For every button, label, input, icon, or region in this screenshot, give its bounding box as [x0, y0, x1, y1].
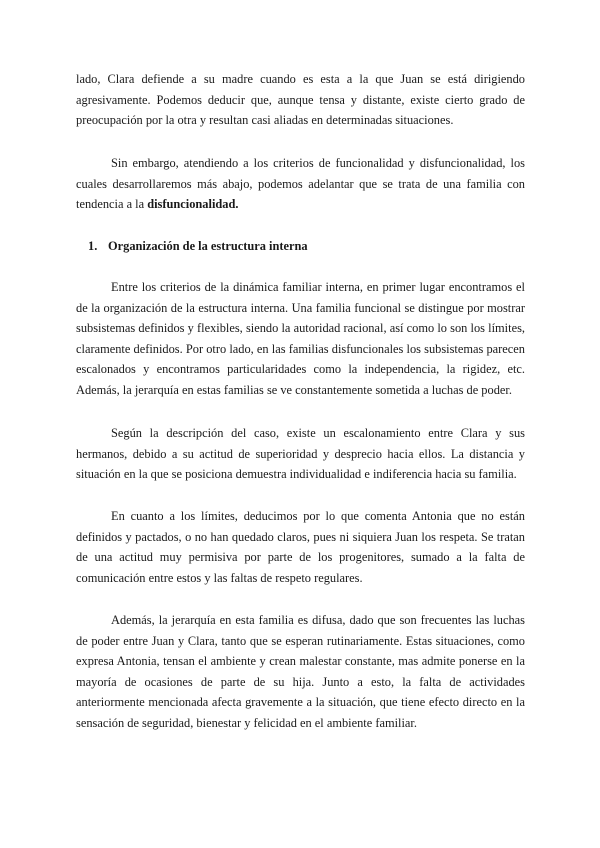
- section-title: Organización de la estructura interna: [108, 239, 308, 253]
- paragraph-family-tendency: [76, 153, 525, 215]
- section-heading: [88, 236, 525, 257]
- section-number: 1.: [88, 239, 98, 253]
- paragraph-text: Sin embargo, atendiendo a los criterios de funcionalidad y disfuncionalidad, los cuales desarrollaremos más abajo, podemos adelantar que se trata de una familia con tendencia a la: [76, 156, 525, 211]
- paragraph-limits: En cuanto a los límites, deducimos por lo que comenta Antonia que no están definidos y pactados, o no han quedado claros, pues ni siquiera Juan los respeta. Se tratan de una actitud muy permisiva por parte de los progenitores, sumado a la falta de comunicación entre estos y las faltas de respeto regulares.: [76, 509, 525, 585]
- paragraph-case-description: Según la descripción del caso, existe un escalonamiento entre Clara y sus hermanos, debido a su actitud de superioridad y desprecio hacia ellos. La distancia y situación en la que se posiciona demuestra individualidad e indiferencia hacia su familia.: [76, 426, 525, 481]
- paragraph-hierarchy: Además, la jerarquía en esta familia es difusa, dado que son frecuentes las luchas de poder entre Juan y Clara, tanto que se esperan rutinariamente. Estas situaciones, como expresa Antonia, tensan el ambiente y crean malestar constante, mas admite ponerse en la mayoría de ocasiones de parte de su hija. Junto a esto, la falta de actividades anteriormente mencionada afecta gravemente a la situación, que tiene efecto directo en la sensación de seguridad, bienestar y felicidad en el ambiente familiar.: [76, 613, 525, 730]
- paragraph-continuation: lado, Clara defiende a su madre cuando es esta a la que Juan se está dirigiendo agresivamente. Podemos deducir que, aunque tensa y distante, existe cierto grado de preocupación por la otra y resultan casi aliadas en determinadas situaciones.: [76, 72, 525, 127]
- paragraph-criteria: Entre los criterios de la dinámica familiar interna, en primer lugar encontramos el de la organización de la estructura interna. Una familia funcional se distingue por mostrar subsistemas definidos y flexibles, siendo la autoridad racional, así como lo son los límites, claramente definidos. Por otro lado, en las familias disfuncionales los subsistemas parecen escalonados y encontramos particularidades como la independencia, la rigidez, etc. Además, la jerarquía en estas familias se ve constantemente sometida a luchas de poder.: [76, 280, 525, 397]
- bold-term: disfuncionalidad.: [147, 197, 239, 211]
